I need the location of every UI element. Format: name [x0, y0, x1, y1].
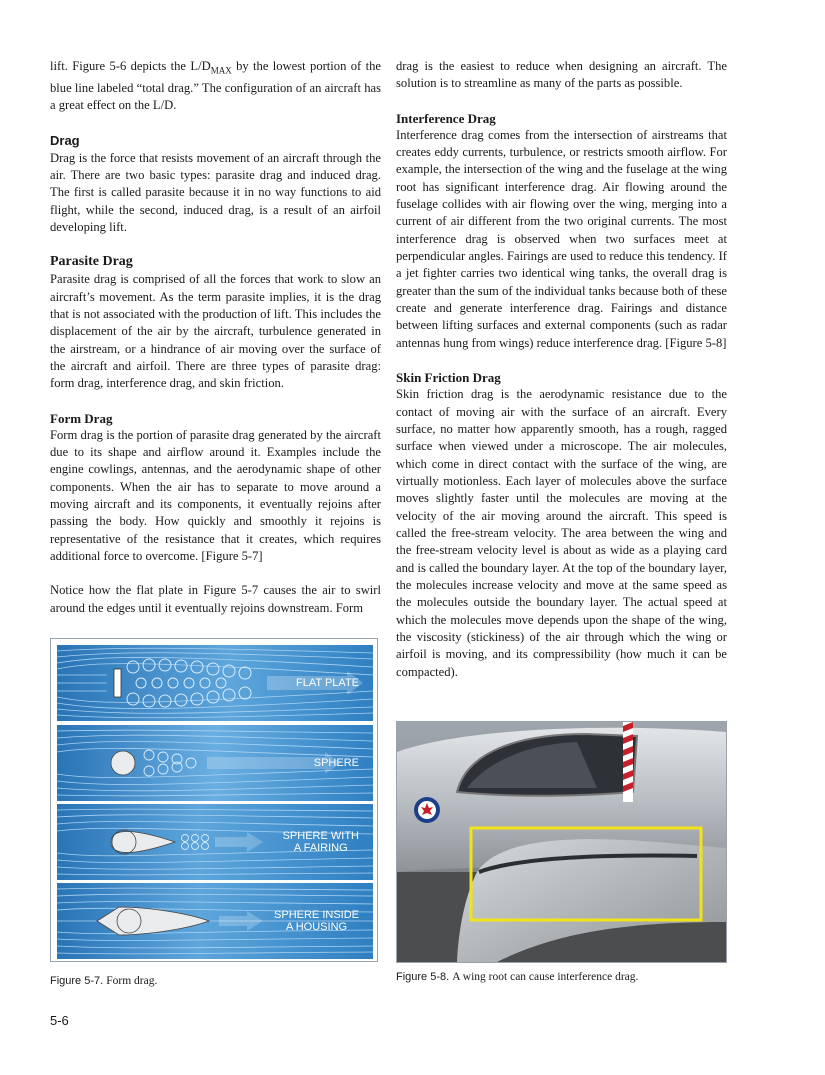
- drag-heading: Drag: [50, 132, 80, 148]
- figure-5-8: [396, 721, 727, 963]
- flat-plate-panel: [57, 645, 373, 721]
- parasite-drag-paragraph: Parasite drag is comprised of all the forces that work to slow an aircraft’s movement. As the term parasite implies, it is the drag that is not associated with the production of lift. This includes the displacement of the air by the aircraft, turbulence generated in the airstream, or a hindrance of air moving over the surface of the aircraft and airfoil. There are three types of parasite drag: form drag, interference drag, and skin friction.: [50, 272, 381, 391]
- continuation-paragraph: drag is the easiest to reduce when designing an aircraft. The solution is to streamline as many of the parts as possible.: [396, 59, 727, 91]
- striped-pole: [623, 722, 633, 802]
- figure-5-7-caption: [50, 975, 157, 987]
- sphere-label: SPHERE: [313, 757, 359, 769]
- sphere-panel: [57, 725, 373, 801]
- skin-friction-heading: Skin Friction Drag: [396, 370, 501, 386]
- right-column: [396, 58, 727, 681]
- figure-5-7: [50, 638, 378, 962]
- page-number: 5-6: [50, 1013, 69, 1028]
- parasite-drag-heading: Parasite Drag: [50, 254, 133, 270]
- interference-drag-heading: Interference Drag: [396, 110, 496, 126]
- figure-5-7-caption-text: Form drag.: [106, 975, 158, 987]
- figure-5-7-caption-number: Figure 5-7.: [50, 975, 104, 987]
- form-drag-paragraph: Form drag is the portion of parasite drag generated by the aircraft due to its shape and airflow around it. Examples include the engine cowlings, antennas, and the aerodynamic shape of other components. When the air has to separate to move around a moving aircraft and its components, it eventually rejoins after passing the body. How quickly and smoothly it rejoins is representative of the resistance that it creates, which requires additional force to overcome. [Figure 5-7]: [50, 427, 381, 564]
- sphere-inside-housing-label: SPHERE INSIDE A HOUSING: [274, 909, 359, 933]
- left-column: [50, 58, 381, 617]
- flat-plate-label: FLAT PLATE: [296, 677, 359, 689]
- figure-5-8-caption: [396, 971, 638, 983]
- roundel-icon: [414, 797, 440, 823]
- skin-friction-paragraph: Skin friction drag is the aerodynamic resistance due to the contact of moving air with the surface of an aircraft. Every surface, no matter how apparently smooth, has a rough, ragged surface when viewed under a microscope. The air molecules, which come in direct contact with the surface of the wing, are virtually motionless. Each layer of molecules above the surface moves slightly faster until the molecules are moving at the velocity of the air moving around the aircraft. This speed is called the free-stream velocity. The area between the wing and the free-stream velocity level is about as wide as a playing card and is called the boundary layer. At the top of the boundary layer, the molecules increase velocity and move at the same speed as the molecules outside the boundary layer. The actual speed at which the molecules move depends upon the shape of the wing, the viscosity (stickiness) of the air through which the wing or airfoil is moving, and its compressibility (how much it can be compacted).: [396, 387, 727, 679]
- interference-drag-paragraph: Interference drag comes from the intersection of airstreams that creates eddy currents, turbulence, or restricts smooth airflow. For example, the intersection of the wing and the fuselage at the wing root has significant interference drag. Air flowing around the fuselage collides with air flowing over the wing, merging into a current of air different from the two original currents. The most interference drag is observed when two surfaces meet at perpendicular angles. Fairings are used to reduce this tendency. If a jet fighter carries two identical wing tanks, the overall drag is greater than the sum of the individual tanks because both of these create and generate interference drag. Fairings and distance between lifting surfaces and external components (such as radar antennas hung from wings) reduce interference drag. [Figure 5-8]: [396, 127, 727, 350]
- form-drag-heading: Form Drag: [50, 410, 113, 426]
- sphere-with-fairing-label: SPHERE WITH A FAIRING: [282, 830, 359, 854]
- wing-root-photo: [397, 722, 726, 962]
- sphere-inside-housing-panel: [57, 883, 373, 959]
- intro-paragraph: lift. Figure 5-6 depicts the $L/D_{MAX}$ by the lowest portion of the blue line labeled “total drag.” The configuration of an aircraft has a great effect on the L/D.: [50, 59, 382, 113]
- sphere-with-fairing-panel: [57, 804, 373, 880]
- figure-5-8-caption-number: Figure 5-8.: [396, 971, 450, 983]
- notice-paragraph: Notice how the flat plate in Figure 5-7 causes the air to swirl around the edges until it eventually rejoins downstream. Form: [50, 583, 381, 615]
- drag-paragraph: Drag is the force that resists movement of an aircraft through the air. There are two basic types: parasite drag and induced drag. The first is called parasite because it in no way functions to aid flight, while the second, induced drag, is a result of an airfoil developing lift.: [50, 150, 381, 234]
- figure-5-8-caption-text: A wing root can cause interference drag.: [452, 971, 639, 983]
